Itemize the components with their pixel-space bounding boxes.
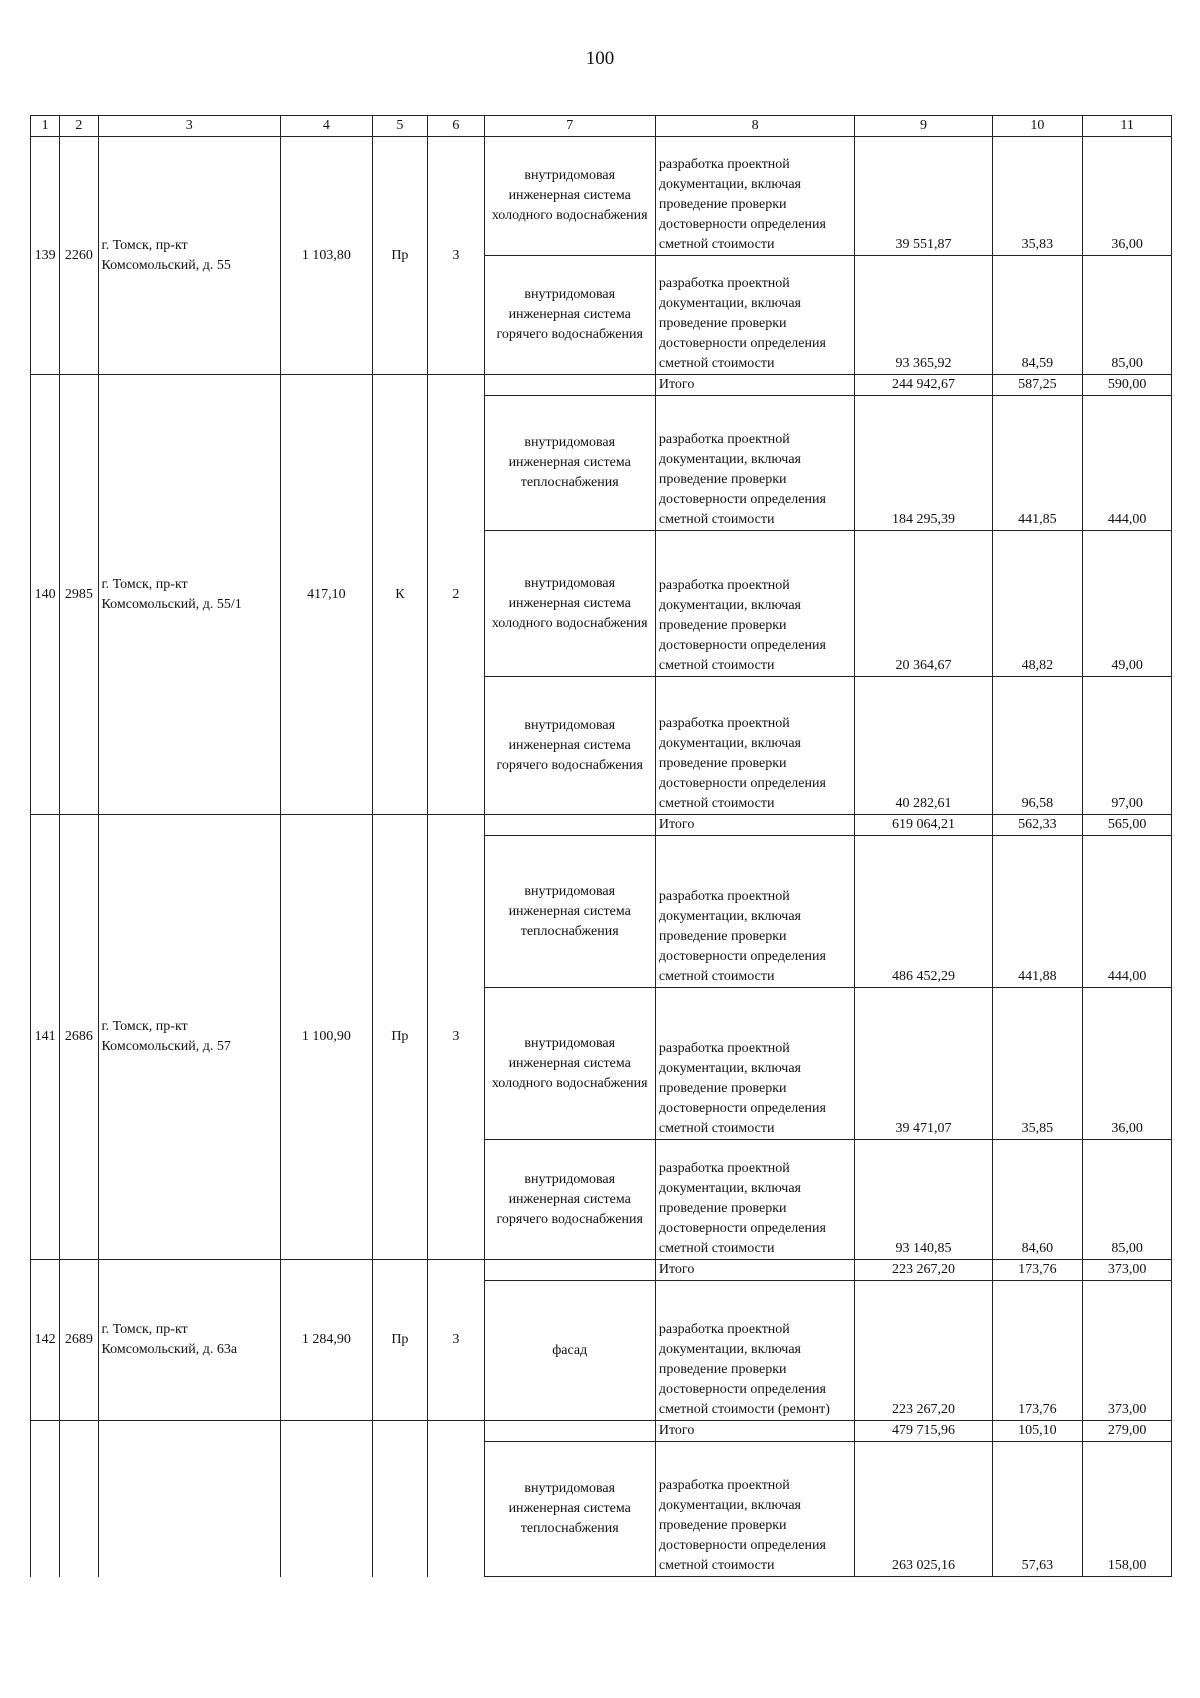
row-number: 140 bbox=[31, 375, 60, 815]
work-system: внутридомовая инженерная система теплоснабжения bbox=[484, 396, 655, 531]
total-row bbox=[31, 815, 1172, 836]
work-cost-per-m2: 35,83 bbox=[992, 137, 1083, 256]
page-number: 100 bbox=[585, 48, 615, 69]
work-cost-per-m2: 57,63 bbox=[992, 1442, 1083, 1577]
total-cost: 244 942,67 bbox=[855, 375, 992, 396]
work-system: внутридомовая инженерная система холодного водоснабжения bbox=[484, 137, 655, 256]
house-type: Пр bbox=[372, 1260, 427, 1421]
house-area: 417,10 bbox=[280, 375, 372, 815]
total-label: Итого bbox=[655, 1421, 855, 1442]
work-limit: 97,00 bbox=[1083, 677, 1172, 815]
house-address: г. Томск, пр-кт Комсомольский, д. 55 bbox=[98, 137, 280, 375]
column-number: 8 bbox=[655, 116, 855, 137]
work-cost-per-m2: 441,88 bbox=[992, 836, 1083, 988]
work-system: внутридомовая инженерная система теплоснабжения bbox=[484, 1442, 655, 1577]
total-empty-cell bbox=[484, 375, 655, 396]
house-area: 1 100,90 bbox=[280, 815, 372, 1260]
work-cost: 93 140,85 bbox=[855, 1140, 992, 1260]
total-cost-per-m2: 105,10 bbox=[992, 1421, 1083, 1442]
work-cost-per-m2: 48,82 bbox=[992, 531, 1083, 677]
column-number: 5 bbox=[372, 116, 427, 137]
house-id: 2689 bbox=[60, 1260, 98, 1421]
total-cost-per-m2: 173,76 bbox=[992, 1260, 1083, 1281]
continued-cell bbox=[428, 1421, 484, 1577]
column-number: 7 bbox=[484, 116, 655, 137]
work-system: внутридомовая инженерная система теплоснабжения bbox=[484, 836, 655, 988]
work-cost: 223 267,20 bbox=[855, 1281, 992, 1421]
total-empty-cell bbox=[484, 815, 655, 836]
work-cost-per-m2: 441,85 bbox=[992, 396, 1083, 531]
total-empty-cell bbox=[484, 1260, 655, 1281]
total-cost-per-m2: 587,25 bbox=[992, 375, 1083, 396]
work-limit: 36,00 bbox=[1083, 988, 1172, 1140]
row-number: 142 bbox=[31, 1260, 60, 1421]
work-cost: 39 471,07 bbox=[855, 988, 992, 1140]
house-area: 1 284,90 bbox=[280, 1260, 372, 1421]
house-column-6: 3 bbox=[428, 137, 484, 375]
house-type: Пр bbox=[372, 815, 427, 1260]
house-address: г. Томск, пр-кт Комсомольский, д. 63а bbox=[98, 1260, 280, 1421]
house-type: К bbox=[372, 375, 427, 815]
house-address: г. Томск, пр-кт Комсомольский, д. 57 bbox=[98, 815, 280, 1260]
house-id: 2260 bbox=[60, 137, 98, 375]
house-column-6: 2 bbox=[428, 375, 484, 815]
work-cost: 93 365,92 bbox=[855, 256, 992, 375]
continued-cell bbox=[60, 1421, 98, 1577]
total-cost: 619 064,21 bbox=[855, 815, 992, 836]
total-empty-cell bbox=[484, 1421, 655, 1442]
total-row bbox=[31, 1421, 1172, 1442]
table-row bbox=[31, 137, 1172, 256]
row-number: 141 bbox=[31, 815, 60, 1260]
total-label: Итого bbox=[655, 1260, 855, 1281]
column-number: 3 bbox=[98, 116, 280, 137]
house-column-6: 3 bbox=[428, 815, 484, 1260]
continued-cell bbox=[372, 1421, 427, 1577]
total-limit: 279,00 bbox=[1083, 1421, 1172, 1442]
work-cost-per-m2: 84,60 bbox=[992, 1140, 1083, 1260]
work-system: внутридомовая инженерная система горячего водоснабжения bbox=[484, 677, 655, 815]
house-area: 1 103,80 bbox=[280, 137, 372, 375]
work-description: разработка проектной документации, включая проведение проверки достоверности определения сметной стоимости bbox=[655, 836, 855, 988]
continued-cell bbox=[280, 1421, 372, 1577]
work-system: внутридомовая инженерная система горячего водоснабжения bbox=[484, 1140, 655, 1260]
column-number: 2 bbox=[60, 116, 98, 137]
continued-cell bbox=[31, 1421, 60, 1577]
house-id: 2686 bbox=[60, 815, 98, 1260]
work-cost-per-m2: 84,59 bbox=[992, 256, 1083, 375]
work-limit: 444,00 bbox=[1083, 396, 1172, 531]
work-cost: 184 295,39 bbox=[855, 396, 992, 531]
work-cost-per-m2: 96,58 bbox=[992, 677, 1083, 815]
work-cost-per-m2: 35,85 bbox=[992, 988, 1083, 1140]
column-number: 4 bbox=[280, 116, 372, 137]
column-number: 11 bbox=[1083, 116, 1172, 137]
column-number-row bbox=[31, 116, 1172, 137]
work-description: разработка проектной документации, включая проведение проверки достоверности определения сметной стоимости bbox=[655, 1442, 855, 1577]
total-limit: 590,00 bbox=[1083, 375, 1172, 396]
house-type: Пр bbox=[372, 137, 427, 375]
work-limit: 85,00 bbox=[1083, 256, 1172, 375]
work-description: разработка проектной документации, включая проведение проверки достоверности определения сметной стоимости bbox=[655, 531, 855, 677]
column-number: 10 bbox=[992, 116, 1083, 137]
house-address: г. Томск, пр-кт Комсомольский, д. 55/1 bbox=[98, 375, 280, 815]
total-label: Итого bbox=[655, 375, 855, 396]
total-cost: 223 267,20 bbox=[855, 1260, 992, 1281]
work-limit: 85,00 bbox=[1083, 1140, 1172, 1260]
work-description: разработка проектной документации, включая проведение проверки достоверности определения сметной стоимости (ремонт) bbox=[655, 1281, 855, 1421]
work-description: разработка проектной документации, включая проведение проверки достоверности определения сметной стоимости bbox=[655, 396, 855, 531]
work-system: фасад bbox=[484, 1281, 655, 1421]
total-limit: 565,00 bbox=[1083, 815, 1172, 836]
total-cost-per-m2: 562,33 bbox=[992, 815, 1083, 836]
work-cost: 39 551,87 bbox=[855, 137, 992, 256]
column-number: 1 bbox=[31, 116, 60, 137]
house-column-6: 3 bbox=[428, 1260, 484, 1421]
house-id: 2985 bbox=[60, 375, 98, 815]
work-limit: 49,00 bbox=[1083, 531, 1172, 677]
work-limit: 158,00 bbox=[1083, 1442, 1172, 1577]
work-description: разработка проектной документации, включая проведение проверки достоверности определения сметной стоимости bbox=[655, 677, 855, 815]
work-description: разработка проектной документации, включая проведение проверки достоверности определения сметной стоимости bbox=[655, 988, 855, 1140]
work-system: внутридомовая инженерная система холодного водоснабжения bbox=[484, 988, 655, 1140]
work-cost: 20 364,67 bbox=[855, 531, 992, 677]
work-system: внутридомовая инженерная система холодного водоснабжения bbox=[484, 531, 655, 677]
column-number: 9 bbox=[855, 116, 992, 137]
repair-plan-table bbox=[30, 115, 1172, 1577]
work-cost: 486 452,29 bbox=[855, 836, 992, 988]
work-description: разработка проектной документации, включая проведение проверки достоверности определения сметной стоимости bbox=[655, 1140, 855, 1260]
work-cost: 263 025,16 bbox=[855, 1442, 992, 1577]
column-number: 6 bbox=[428, 116, 484, 137]
work-cost-per-m2: 173,76 bbox=[992, 1281, 1083, 1421]
work-limit: 373,00 bbox=[1083, 1281, 1172, 1421]
work-cost: 40 282,61 bbox=[855, 677, 992, 815]
total-label: Итого bbox=[655, 815, 855, 836]
work-description: разработка проектной документации, включая проведение проверки достоверности определения сметной стоимости bbox=[655, 137, 855, 256]
total-row bbox=[31, 375, 1172, 396]
work-limit: 444,00 bbox=[1083, 836, 1172, 988]
work-system: внутридомовая инженерная система горячего водоснабжения bbox=[484, 256, 655, 375]
row-number: 139 bbox=[31, 137, 60, 375]
continued-cell bbox=[98, 1421, 280, 1577]
total-limit: 373,00 bbox=[1083, 1260, 1172, 1281]
work-description: разработка проектной документации, включая проведение проверки достоверности определения сметной стоимости bbox=[655, 256, 855, 375]
work-limit: 36,00 bbox=[1083, 137, 1172, 256]
total-row bbox=[31, 1260, 1172, 1281]
total-cost: 479 715,96 bbox=[855, 1421, 992, 1442]
